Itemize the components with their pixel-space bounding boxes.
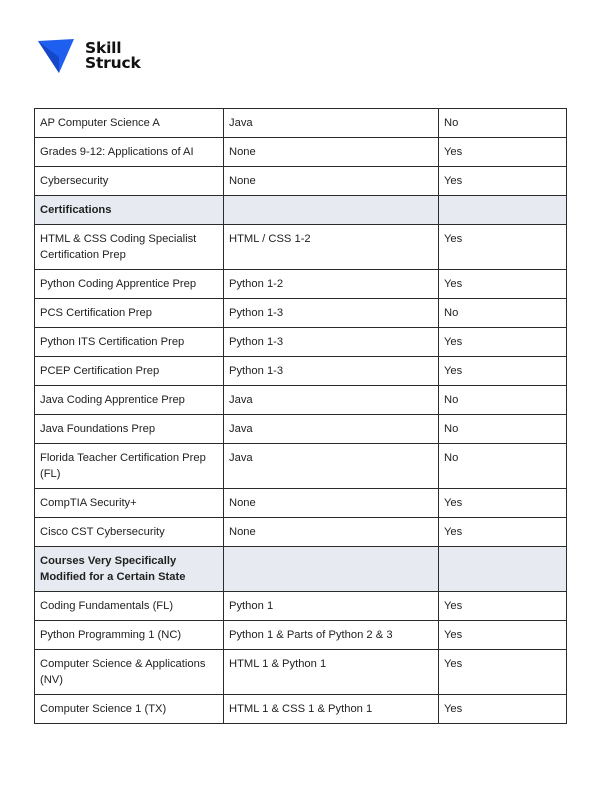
prerequisite-cell: HTML 1 & Python 1 [224, 650, 439, 695]
table-row [35, 695, 567, 724]
availability-cell: No [439, 444, 567, 489]
prerequisite-cell: HTML 1 & CSS 1 & Python 1 [224, 695, 439, 724]
course-cell: Computer Science 1 (TX) [35, 695, 224, 724]
availability-cell: No [439, 299, 567, 328]
availability-cell [439, 547, 567, 592]
table-row [35, 592, 567, 621]
course-table-body [35, 109, 567, 724]
availability-cell: Yes [439, 225, 567, 270]
brand-name [85, 41, 141, 71]
availability-cell: Yes [439, 592, 567, 621]
section-title: Courses Very Specifically Modified for a Certain State [35, 547, 224, 592]
course-cell: Florida Teacher Certification Prep (FL) [35, 444, 224, 489]
table-row [35, 270, 567, 299]
table-row [35, 650, 567, 695]
table-row [35, 225, 567, 270]
prerequisite-cell: None [224, 138, 439, 167]
availability-cell: No [439, 415, 567, 444]
prerequisite-cell: None [224, 489, 439, 518]
course-cell: Java Foundations Prep [35, 415, 224, 444]
availability-cell: Yes [439, 518, 567, 547]
availability-cell [439, 196, 567, 225]
table-row [35, 167, 567, 196]
table-row [35, 621, 567, 650]
brand-line-2: Struck [85, 54, 141, 72]
prerequisite-cell: None [224, 518, 439, 547]
availability-cell: No [439, 109, 567, 138]
course-cell: HTML & CSS Coding Specialist Certification Prep [35, 225, 224, 270]
skill-struck-logo-icon [37, 37, 75, 75]
brand-line-1: Skill [85, 39, 122, 57]
prerequisite-cell: Java [224, 444, 439, 489]
course-cell: AP Computer Science A [35, 109, 224, 138]
availability-cell: Yes [439, 650, 567, 695]
course-cell: Python ITS Certification Prep [35, 328, 224, 357]
section-title: Certifications [35, 196, 224, 225]
availability-cell: Yes [439, 489, 567, 518]
course-cell: PCS Certification Prep [35, 299, 224, 328]
course-cell: Coding Fundamentals (FL) [35, 592, 224, 621]
availability-cell: Yes [439, 167, 567, 196]
prerequisite-cell: Python 1 & Parts of Python 2 & 3 [224, 621, 439, 650]
course-cell: CompTIA Security+ [35, 489, 224, 518]
section-header-row [35, 196, 567, 225]
table-row [35, 518, 567, 547]
course-cell: Cybersecurity [35, 167, 224, 196]
prerequisite-cell: HTML / CSS 1-2 [224, 225, 439, 270]
course-cell: Grades 9-12: Applications of AI [35, 138, 224, 167]
course-cell: Java Coding Apprentice Prep [35, 386, 224, 415]
availability-cell: No [439, 386, 567, 415]
prerequisite-cell: Python 1-3 [224, 328, 439, 357]
availability-cell: Yes [439, 270, 567, 299]
course-table [34, 108, 567, 724]
table-row [35, 386, 567, 415]
brand-logo [37, 37, 141, 75]
prerequisite-cell: Python 1-3 [224, 299, 439, 328]
course-cell: Cisco CST Cybersecurity [35, 518, 224, 547]
availability-cell: Yes [439, 357, 567, 386]
table-row [35, 138, 567, 167]
prerequisite-cell: Java [224, 109, 439, 138]
course-cell: Python Programming 1 (NC) [35, 621, 224, 650]
course-cell: Python Coding Apprentice Prep [35, 270, 224, 299]
table-row [35, 109, 567, 138]
availability-cell: Yes [439, 138, 567, 167]
prerequisite-cell: Python 1-3 [224, 357, 439, 386]
section-header-row [35, 547, 567, 592]
table-row [35, 415, 567, 444]
course-cell: Computer Science & Applications (NV) [35, 650, 224, 695]
prerequisite-cell: Java [224, 415, 439, 444]
table-row [35, 489, 567, 518]
table-row [35, 299, 567, 328]
availability-cell: Yes [439, 695, 567, 724]
table-row [35, 328, 567, 357]
table-row [35, 357, 567, 386]
prerequisite-cell [224, 196, 439, 225]
prerequisite-cell: Java [224, 386, 439, 415]
prerequisite-cell: Python 1 [224, 592, 439, 621]
prerequisite-cell: None [224, 167, 439, 196]
prerequisite-cell: Python 1-2 [224, 270, 439, 299]
availability-cell: Yes [439, 328, 567, 357]
prerequisite-cell [224, 547, 439, 592]
availability-cell: Yes [439, 621, 567, 650]
course-cell: PCEP Certification Prep [35, 357, 224, 386]
table-row [35, 444, 567, 489]
